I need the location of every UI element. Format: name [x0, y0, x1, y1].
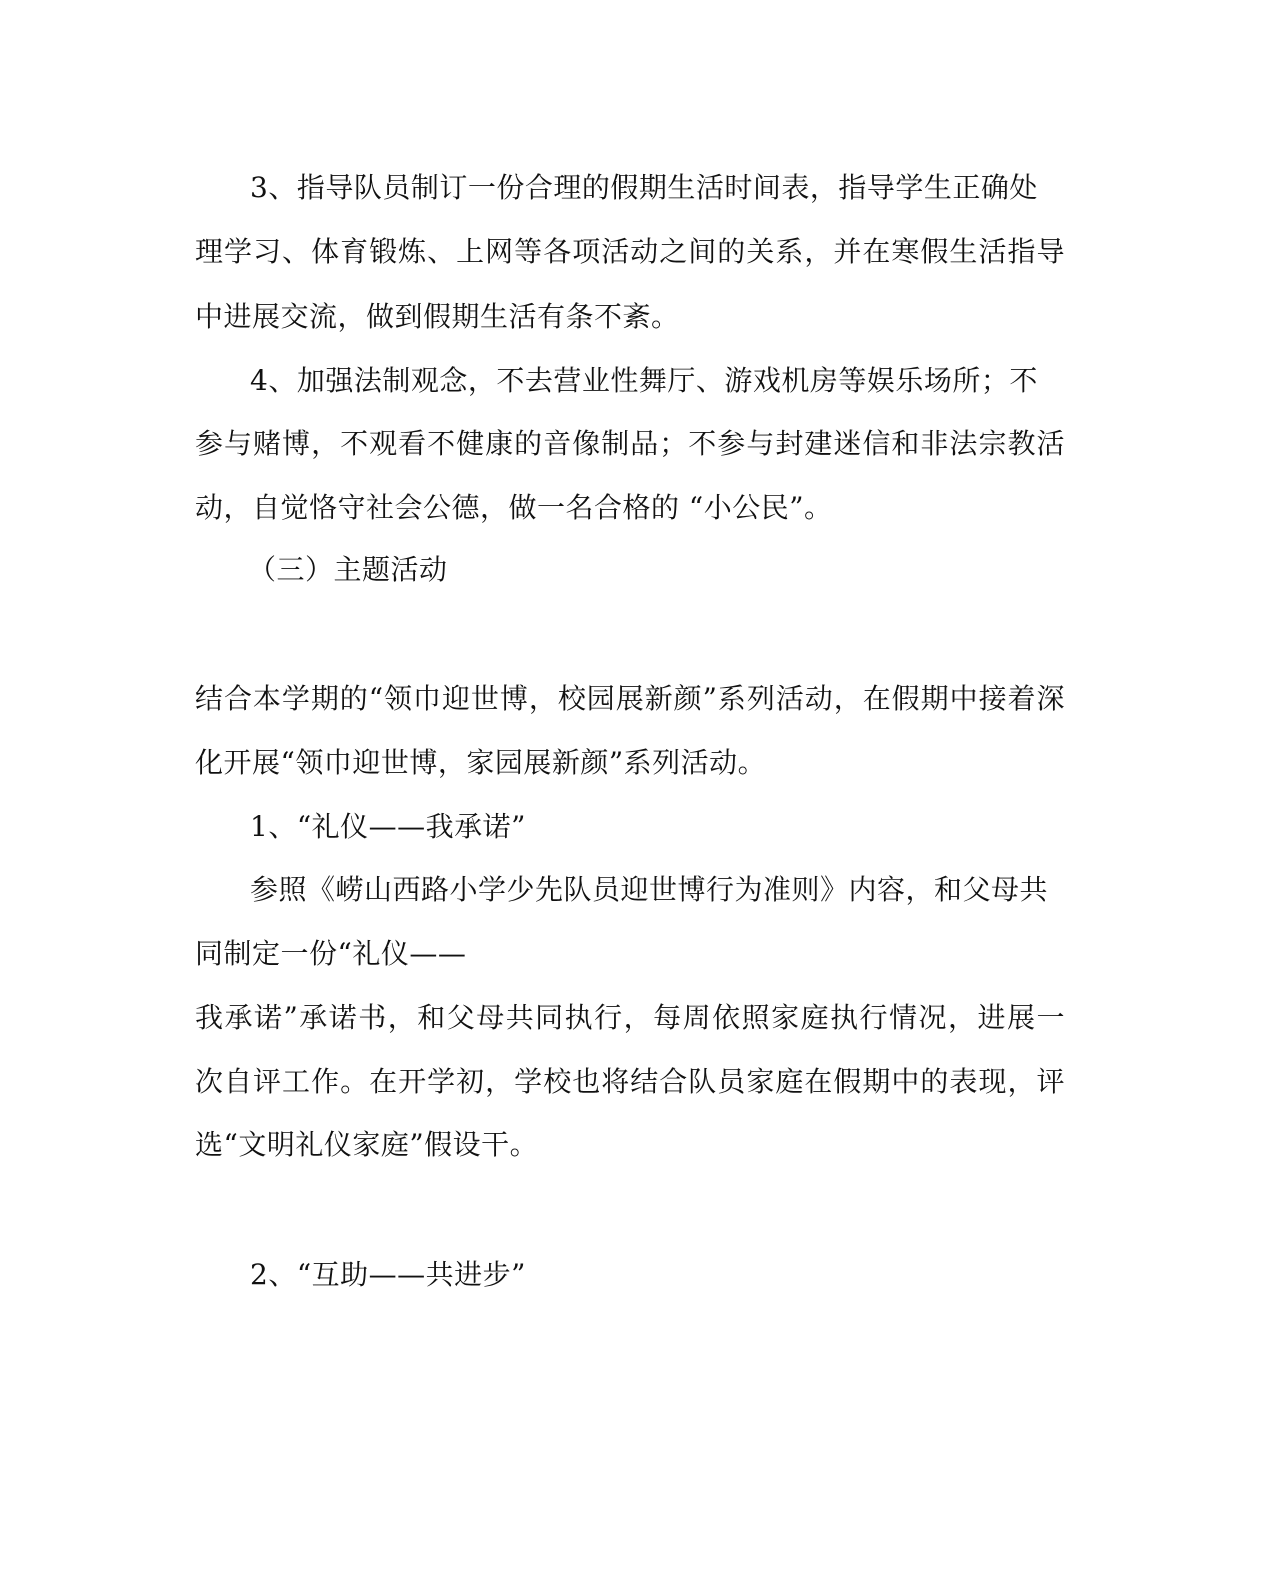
- section-heading-theme-activities: （三）主题活动: [248, 553, 448, 586]
- item-2-heading: 2、“互助——共进步”: [250, 1258, 526, 1291]
- item-1-body-line-4: 次自评工作。在开学初，学校也将结合队员家庭在假期中的表现，评: [195, 1065, 1065, 1098]
- paragraph-3-line-3: 中进展交流，做到假期生活有条不紊。: [195, 300, 680, 333]
- paragraph-4-line-1: 4、加强法制观念，不去营业性舞厅、游戏机房等娱乐场所；不: [250, 364, 1038, 397]
- item-1-body-line-5: 选“文明礼仪家庭”假设干。: [195, 1128, 539, 1161]
- theme-intro-line-1: 结合本学期的“领巾迎世博，校园展新颜”系列活动，在假期中接着深: [195, 682, 1065, 715]
- paragraph-4-line-2: 参与赌博，不观看不健康的音像制品；不参与封建迷信和非法宗教活: [195, 427, 1065, 460]
- paragraph-3-line-2: 理学习、体育锻炼、上网等各项活动之间的关系，并在寒假生活指导: [195, 235, 1065, 268]
- item-1-body-line-2: 同制定一份“礼仪——: [195, 937, 467, 970]
- item-1-heading: 1、“礼仪——我承诺”: [250, 810, 526, 843]
- paragraph-3-line-1: 3、指导队员制订一份合理的假期生活时间表，指导学生正确处: [250, 171, 1038, 204]
- item-1-body-line-3: 我承诺”承诺书，和父母共同执行，每周依照家庭执行情况，进展一: [195, 1001, 1065, 1034]
- item-1-body-line-1: 参照《崂山西路小学少先队员迎世博行为准则》内容，和父母共: [250, 873, 1049, 906]
- theme-intro-line-2: 化开展“领巾迎世博，家园展新颜”系列活动。: [195, 746, 767, 779]
- paragraph-4-line-3: 动，自觉恪守社会公德，做一名合格的 “小公民”。: [195, 491, 833, 524]
